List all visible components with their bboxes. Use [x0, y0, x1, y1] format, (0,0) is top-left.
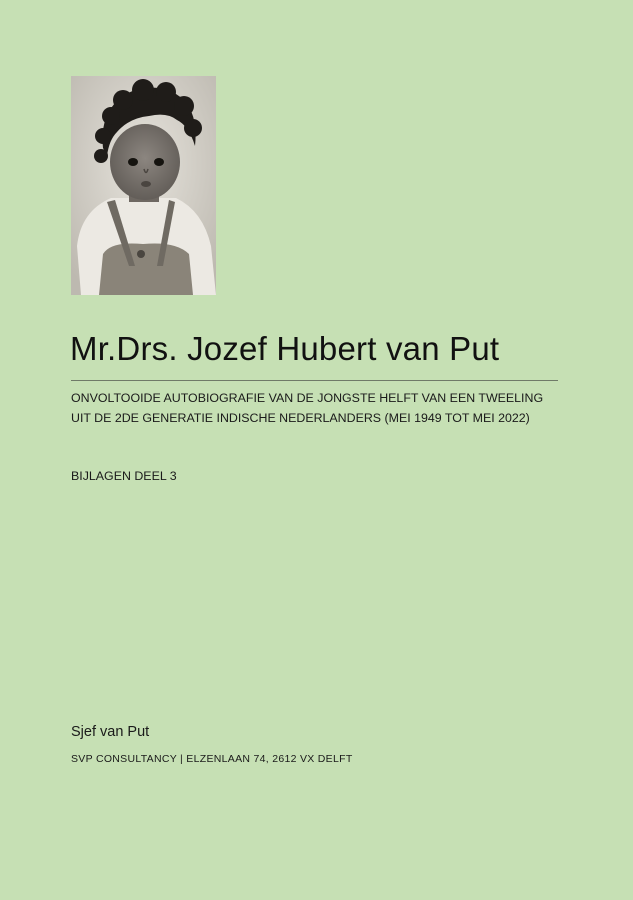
appendix-label: BIJLAGEN DEEL 3 [71, 469, 177, 483]
subtitle-line-1: ONVOLTOOIDE AUTOBIOGRAFIE VAN DE JONGSTE HELFT VAN EEN TWEELING [71, 391, 544, 405]
subtitle-line-2: UIT DE 2DE GENERATIE INDISCHE NEDERLANDERS (MEI 1949 TOT MEI 2022) [71, 411, 530, 425]
subtitle [71, 388, 543, 428]
page-title: Mr.Drs. Jozef Hubert van Put [70, 330, 500, 367]
author-name: Sjef van Put [71, 724, 150, 740]
title-divider [71, 380, 558, 381]
child-portrait-photo-icon [71, 76, 216, 295]
company-address: SVP CONSULTANCY | ELZENLAAN 74, 2612 VX DELFT [71, 753, 353, 765]
cover-photo [71, 76, 216, 295]
